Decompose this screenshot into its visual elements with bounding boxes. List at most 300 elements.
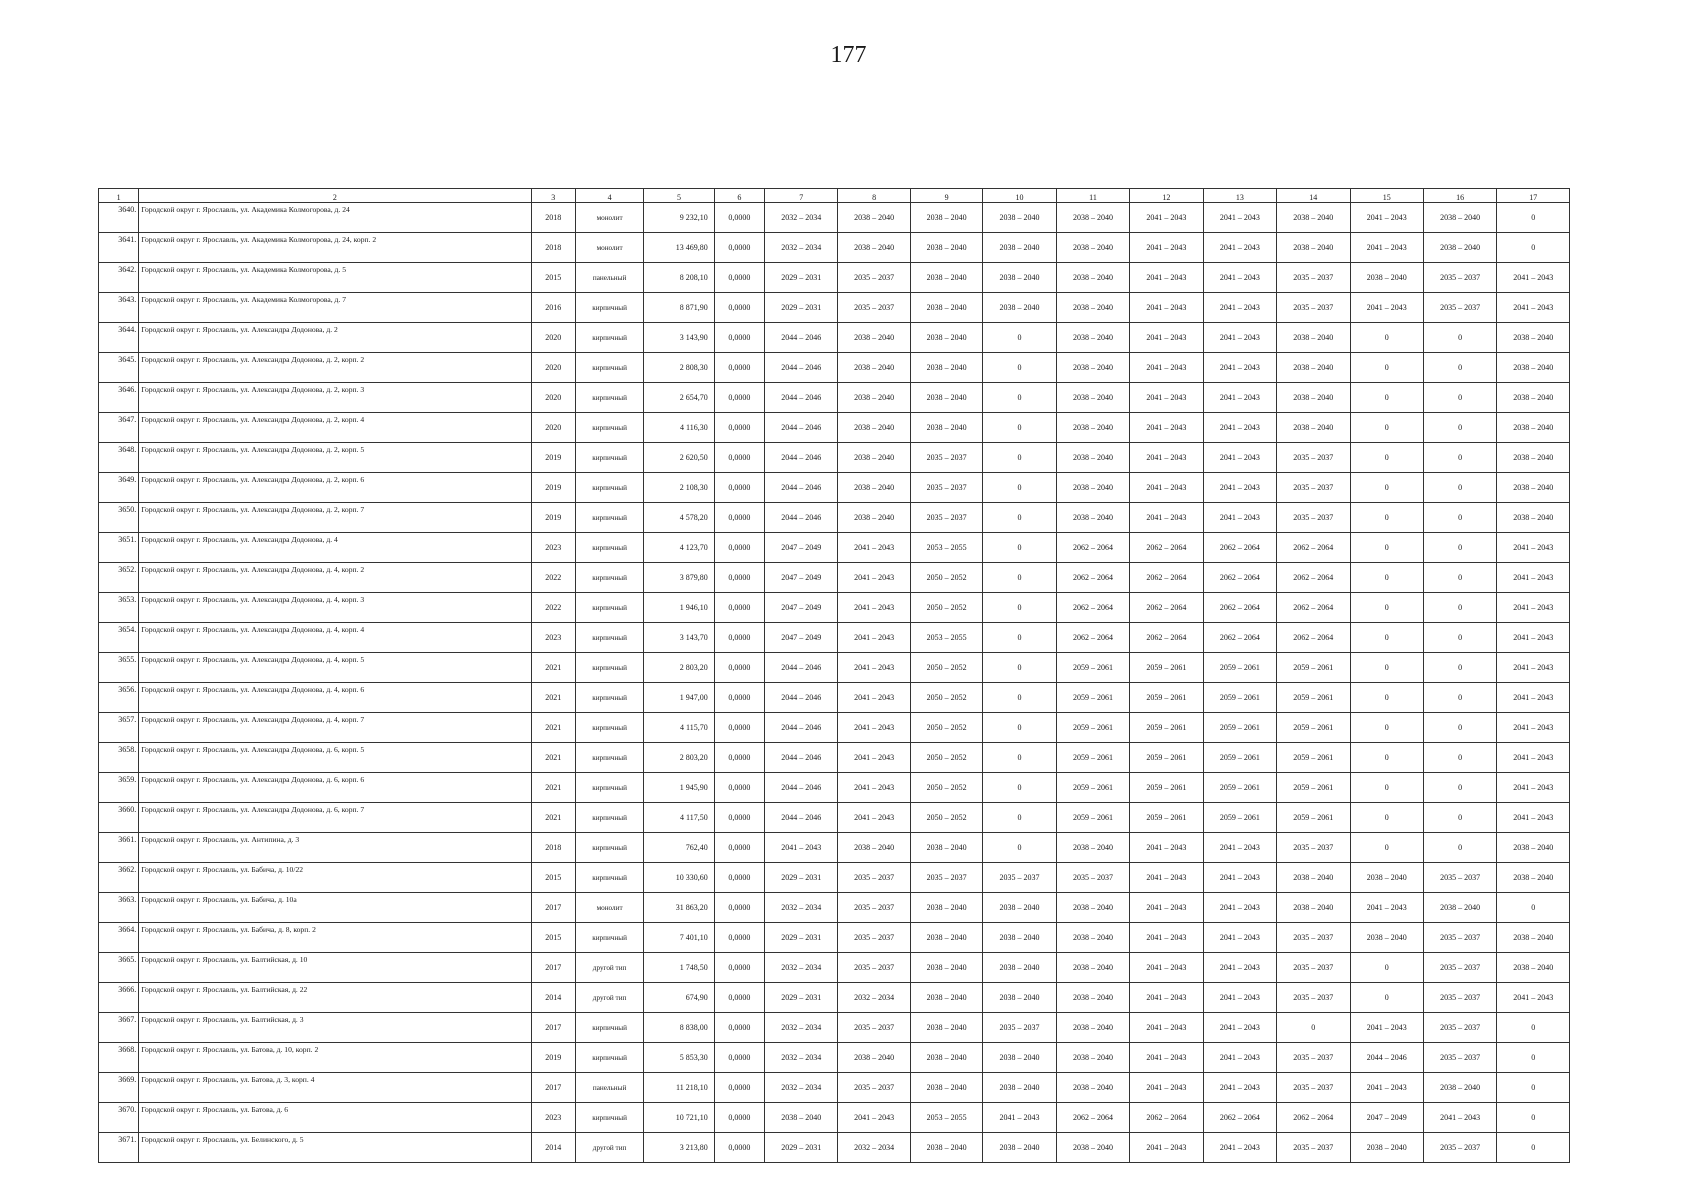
table-cell: Городской округ г. Ярославль, ул. Александра Додонова, д. 4, корп. 5 — [139, 653, 531, 683]
table-cell: 2032 – 2034 — [765, 203, 838, 233]
table-cell: 2038 – 2040 — [910, 833, 982, 863]
table-cell: 0,0000 — [714, 233, 764, 263]
table-cell: 3650. — [99, 503, 139, 533]
table-row — [99, 923, 1570, 953]
table-cell: 2032 – 2034 — [838, 1133, 910, 1163]
table-cell: 0,0000 — [714, 953, 764, 983]
table-row — [99, 323, 1570, 353]
table-row — [99, 263, 1570, 293]
table-cell: 2041 – 2043 — [1203, 383, 1276, 413]
table-cell: 2017 — [531, 893, 575, 923]
table-cell: 2047 – 2049 — [765, 563, 838, 593]
table-cell: 2023 — [531, 623, 575, 653]
table-cell: 2041 – 2043 — [1130, 953, 1203, 983]
table-cell: 2018 — [531, 203, 575, 233]
table-cell: Городской округ г. Ярославль, ул. Александра Додонова, д. 6, корп. 7 — [139, 803, 531, 833]
table-cell: 2041 – 2043 — [1497, 293, 1570, 323]
table-row — [99, 683, 1570, 713]
table-cell: 2041 – 2043 — [1130, 473, 1203, 503]
table-cell: 2050 – 2052 — [910, 773, 982, 803]
table-cell: 2035 – 2037 — [1423, 1043, 1496, 1073]
table-row — [99, 353, 1570, 383]
table-cell: 2041 – 2043 — [1130, 1073, 1203, 1103]
table-cell: кирпичный — [575, 623, 643, 653]
table-cell: 0 — [1423, 323, 1496, 353]
table-row — [99, 1013, 1570, 1043]
table-cell: 0 — [983, 773, 1056, 803]
table-cell: Городской округ г. Ярославль, ул. Александра Додонова, д. 2, корп. 6 — [139, 473, 531, 503]
table-cell: 3649. — [99, 473, 139, 503]
table-cell: 2041 – 2043 — [1203, 323, 1276, 353]
table-cell: 2041 – 2043 — [1203, 863, 1276, 893]
table-cell: 2041 – 2043 — [838, 713, 910, 743]
table-cell: панельный — [575, 263, 643, 293]
table-cell: 2047 – 2049 — [765, 533, 838, 563]
table-cell: 2035 – 2037 — [1277, 833, 1350, 863]
table-cell: 0 — [983, 563, 1056, 593]
table-cell: 9 232,10 — [644, 203, 714, 233]
column-header: 10 — [983, 189, 1056, 203]
table-cell: 2044 – 2046 — [765, 383, 838, 413]
table-cell: 0,0000 — [714, 1043, 764, 1073]
column-header: 12 — [1130, 189, 1203, 203]
table-cell: 0 — [1350, 623, 1423, 653]
table-cell: 2029 – 2031 — [765, 293, 838, 323]
table-row — [99, 953, 1570, 983]
table-cell: 4 117,50 — [644, 803, 714, 833]
table-cell: 2035 – 2037 — [1423, 923, 1496, 953]
table-cell: 2059 – 2061 — [1203, 743, 1276, 773]
table-cell: 0,0000 — [714, 503, 764, 533]
table-cell: 2041 – 2043 — [1497, 593, 1570, 623]
table-cell: 2041 – 2043 — [983, 1103, 1056, 1133]
table-cell: 2038 – 2040 — [910, 923, 982, 953]
header-row — [99, 189, 1570, 203]
table-cell: 2041 – 2043 — [1203, 953, 1276, 983]
table-cell: 2038 – 2040 — [838, 473, 910, 503]
table-cell: 1 947,00 — [644, 683, 714, 713]
table-cell: 2035 – 2037 — [910, 473, 982, 503]
column-header: 16 — [1423, 189, 1496, 203]
table-cell: 0 — [1497, 1073, 1570, 1103]
table-cell: 2050 – 2052 — [910, 653, 982, 683]
table-cell: 2041 – 2043 — [1130, 503, 1203, 533]
table-cell: Городской округ г. Ярославль, ул. Александра Додонова, д. 6, корп. 6 — [139, 773, 531, 803]
page-number: 177 — [830, 42, 867, 68]
table-row — [99, 833, 1570, 863]
table-cell: 2059 – 2061 — [1130, 653, 1203, 683]
table-cell: 0,0000 — [714, 833, 764, 863]
table-cell: 5 853,30 — [644, 1043, 714, 1073]
table-cell: 3641. — [99, 233, 139, 263]
table-cell: 2041 – 2043 — [1497, 533, 1570, 563]
table-cell: 4 123,70 — [644, 533, 714, 563]
table-cell: Городской округ г. Ярославль, ул. Академика Колмогорова, д. 24 — [139, 203, 531, 233]
table-cell: 2050 – 2052 — [910, 743, 982, 773]
table-cell: 0 — [1350, 743, 1423, 773]
table-cell: кирпичный — [575, 683, 643, 713]
table-cell: 2035 – 2037 — [1056, 863, 1129, 893]
table-cell: 2029 – 2031 — [765, 923, 838, 953]
table-cell: 2038 – 2040 — [1056, 1043, 1129, 1073]
table-cell: 0,0000 — [714, 923, 764, 953]
table-cell: 2038 – 2040 — [1056, 923, 1129, 953]
table-cell: 2038 – 2040 — [1056, 983, 1129, 1013]
table-cell: 2035 – 2037 — [838, 863, 910, 893]
table-cell: 0,0000 — [714, 743, 764, 773]
table-cell: 2062 – 2064 — [1056, 593, 1129, 623]
table-cell: 2041 – 2043 — [1203, 983, 1276, 1013]
table-cell: 2062 – 2064 — [1277, 563, 1350, 593]
table-cell: 8 838,00 — [644, 1013, 714, 1043]
table-cell: 2041 – 2043 — [1497, 263, 1570, 293]
table-row — [99, 293, 1570, 323]
table-cell: 3658. — [99, 743, 139, 773]
table-cell: 2035 – 2037 — [838, 1073, 910, 1103]
table-cell: 2038 – 2040 — [838, 413, 910, 443]
table-cell: кирпичный — [575, 713, 643, 743]
table-cell: 0 — [1423, 623, 1496, 653]
table-cell: 0 — [1350, 563, 1423, 593]
table-cell: 2 108,30 — [644, 473, 714, 503]
table-cell: Городской округ г. Ярославль, ул. Александра Додонова, д. 4, корп. 2 — [139, 563, 531, 593]
table-cell: 2041 – 2043 — [1203, 1133, 1276, 1163]
table-cell: 2035 – 2037 — [1277, 1043, 1350, 1073]
table-cell: 2059 – 2061 — [1056, 803, 1129, 833]
table-cell: 2059 – 2061 — [1056, 683, 1129, 713]
table-cell: 2038 – 2040 — [1423, 233, 1496, 263]
table-cell: 2062 – 2064 — [1130, 533, 1203, 563]
table-cell: 2038 – 2040 — [1056, 473, 1129, 503]
table-row — [99, 503, 1570, 533]
table-cell: 0 — [1350, 983, 1423, 1013]
column-header: 17 — [1497, 189, 1570, 203]
table-cell: 2050 – 2052 — [910, 563, 982, 593]
table-cell: Городской округ г. Ярославль, ул. Александра Додонова, д. 2 — [139, 323, 531, 353]
table-cell: 0,0000 — [714, 1073, 764, 1103]
table-cell: 1 946,10 — [644, 593, 714, 623]
table-cell: 2059 – 2061 — [1203, 803, 1276, 833]
table-cell: кирпичный — [575, 1043, 643, 1073]
table-cell: 3642. — [99, 263, 139, 293]
table-cell: 3 213,80 — [644, 1133, 714, 1163]
table-cell: 2038 – 2040 — [1056, 1073, 1129, 1103]
table-cell: Городской округ г. Ярославль, ул. Александра Додонова, д. 2, корп. 2 — [139, 353, 531, 383]
table-cell: 2050 – 2052 — [910, 713, 982, 743]
table-cell: Городской округ г. Ярославль, ул. Александра Додонова, д. 6, корп. 5 — [139, 743, 531, 773]
table-cell: 2041 – 2043 — [1203, 413, 1276, 443]
table-cell: 2038 – 2040 — [910, 1043, 982, 1073]
table-cell: 2038 – 2040 — [1497, 383, 1570, 413]
table-cell: Городской округ г. Ярославль, ул. Академика Колмогорова, д. 5 — [139, 263, 531, 293]
table-cell: 2041 – 2043 — [1497, 743, 1570, 773]
table-cell: кирпичный — [575, 833, 643, 863]
table-cell: 2035 – 2037 — [983, 863, 1056, 893]
table-cell: 2014 — [531, 1133, 575, 1163]
table-cell: 0 — [1423, 773, 1496, 803]
table-cell: 2059 – 2061 — [1203, 713, 1276, 743]
table-cell: 2062 – 2064 — [1130, 623, 1203, 653]
table-cell: 2053 – 2055 — [910, 1103, 982, 1133]
table-cell: 2020 — [531, 353, 575, 383]
table-cell: 4 116,30 — [644, 413, 714, 443]
table-cell: 0 — [983, 503, 1056, 533]
table-cell: 0 — [983, 743, 1056, 773]
column-header: 8 — [838, 189, 910, 203]
table-cell: 0,0000 — [714, 353, 764, 383]
table-cell: кирпичный — [575, 293, 643, 323]
table-cell: 2047 – 2049 — [765, 593, 838, 623]
table-cell: кирпичный — [575, 443, 643, 473]
table-cell: 2038 – 2040 — [1497, 503, 1570, 533]
table-cell: 0 — [1350, 473, 1423, 503]
table-cell: 2038 – 2040 — [1056, 953, 1129, 983]
table-cell: 2038 – 2040 — [838, 1043, 910, 1073]
table-cell: 4 578,20 — [644, 503, 714, 533]
table-cell: 0,0000 — [714, 383, 764, 413]
table-cell: 0 — [1350, 953, 1423, 983]
table-cell: 2038 – 2040 — [1497, 443, 1570, 473]
table-cell: 2035 – 2037 — [1277, 983, 1350, 1013]
table-cell: 2035 – 2037 — [1277, 1073, 1350, 1103]
table-cell: 3666. — [99, 983, 139, 1013]
table-cell: 3662. — [99, 863, 139, 893]
table-cell: 2035 – 2037 — [838, 923, 910, 953]
table-cell: 2050 – 2052 — [910, 593, 982, 623]
table-cell: 2044 – 2046 — [765, 413, 838, 443]
table-cell: 2038 – 2040 — [1350, 923, 1423, 953]
table-cell: 2021 — [531, 803, 575, 833]
table-cell: 2041 – 2043 — [1497, 713, 1570, 743]
table-row — [99, 203, 1570, 233]
table-cell: 0 — [1497, 1043, 1570, 1073]
table-row — [99, 1073, 1570, 1103]
table-cell: 2059 – 2061 — [1277, 803, 1350, 833]
table-cell: Городской округ г. Ярославль, ул. Бабича, д. 8, корп. 2 — [139, 923, 531, 953]
table-cell: 2038 – 2040 — [838, 203, 910, 233]
table-row — [99, 563, 1570, 593]
table-cell: 2038 – 2040 — [1497, 353, 1570, 383]
table-row — [99, 623, 1570, 653]
table-cell: 0 — [1350, 773, 1423, 803]
table-cell: 2041 – 2043 — [838, 623, 910, 653]
table-cell: 2041 – 2043 — [1350, 1073, 1423, 1103]
table-cell: 2035 – 2037 — [1423, 863, 1496, 893]
table-cell: 0,0000 — [714, 593, 764, 623]
table-cell: 3644. — [99, 323, 139, 353]
table-cell: 10 330,60 — [644, 863, 714, 893]
table-cell: 2019 — [531, 443, 575, 473]
table-cell: 3668. — [99, 1043, 139, 1073]
table-cell: 2062 – 2064 — [1056, 1103, 1129, 1133]
table-row — [99, 743, 1570, 773]
table-cell: Городской округ г. Ярославль, ул. Александра Додонова, д. 4, корп. 4 — [139, 623, 531, 653]
table-cell: 2038 – 2040 — [1350, 863, 1423, 893]
table-cell: 2038 – 2040 — [910, 353, 982, 383]
table-cell: 2032 – 2034 — [765, 953, 838, 983]
table-cell: 2041 – 2043 — [1130, 383, 1203, 413]
table-cell: 2041 – 2043 — [1130, 863, 1203, 893]
table-cell: 2 654,70 — [644, 383, 714, 413]
table-cell: 0,0000 — [714, 1103, 764, 1133]
table-row — [99, 893, 1570, 923]
table-cell: 2038 – 2040 — [983, 1043, 1056, 1073]
table-cell: 2062 – 2064 — [1056, 563, 1129, 593]
table-cell: 2038 – 2040 — [1277, 383, 1350, 413]
column-header: 4 — [575, 189, 643, 203]
table-cell: 2041 – 2043 — [838, 683, 910, 713]
table-cell: 2038 – 2040 — [1497, 473, 1570, 503]
table-cell: 3669. — [99, 1073, 139, 1103]
table-cell: 2038 – 2040 — [983, 983, 1056, 1013]
table-cell: 2017 — [531, 1013, 575, 1043]
table-row — [99, 713, 1570, 743]
table-cell: 2062 – 2064 — [1277, 1103, 1350, 1133]
table-cell: 2041 – 2043 — [1130, 443, 1203, 473]
table-cell: 0 — [1423, 503, 1496, 533]
table-cell: 2038 – 2040 — [1056, 833, 1129, 863]
table-cell: 2047 – 2049 — [765, 623, 838, 653]
table-cell: 2041 – 2043 — [1203, 353, 1276, 383]
table-cell: 0 — [1350, 653, 1423, 683]
table-cell: 2029 – 2031 — [765, 983, 838, 1013]
table-cell: кирпичный — [575, 323, 643, 353]
table-cell: 2035 – 2037 — [838, 893, 910, 923]
table-cell: Городской округ г. Ярославль, ул. Батова, д. 6 — [139, 1103, 531, 1133]
table-cell: 2029 – 2031 — [765, 1133, 838, 1163]
table-cell: Городской округ г. Ярославль, ул. Бабича, д. 10а — [139, 893, 531, 923]
table-cell: 2038 – 2040 — [1497, 833, 1570, 863]
table-cell: Городской округ г. Ярославль, ул. Бабича, д. 10/22 — [139, 863, 531, 893]
table-cell: 0,0000 — [714, 293, 764, 323]
table-cell: 2038 – 2040 — [1277, 203, 1350, 233]
table-cell: 2041 – 2043 — [1130, 1133, 1203, 1163]
table-cell: 2041 – 2043 — [1203, 1013, 1276, 1043]
table-row — [99, 983, 1570, 1013]
table-cell: 0,0000 — [714, 203, 764, 233]
table-cell: монолит — [575, 233, 643, 263]
table-cell: 2038 – 2040 — [838, 233, 910, 263]
table-cell: 1 748,50 — [644, 953, 714, 983]
table-cell: 2021 — [531, 713, 575, 743]
table-row — [99, 773, 1570, 803]
table-cell: 0,0000 — [714, 1013, 764, 1043]
table-cell: 2041 – 2043 — [1423, 1103, 1496, 1133]
table-cell: 2041 – 2043 — [1130, 353, 1203, 383]
table-cell: 2038 – 2040 — [838, 383, 910, 413]
table-cell: 2041 – 2043 — [1497, 623, 1570, 653]
table-cell: кирпичный — [575, 593, 643, 623]
table-cell: 2041 – 2043 — [1497, 563, 1570, 593]
table-cell: 2038 – 2040 — [1277, 323, 1350, 353]
table-cell: 2038 – 2040 — [838, 833, 910, 863]
table-cell: 2041 – 2043 — [765, 833, 838, 863]
table-cell: кирпичный — [575, 863, 643, 893]
table-cell: 11 218,10 — [644, 1073, 714, 1103]
table-cell: 2038 – 2040 — [1497, 413, 1570, 443]
table-cell: 2044 – 2046 — [765, 743, 838, 773]
table-cell: кирпичный — [575, 923, 643, 953]
table-cell: 2062 – 2064 — [1203, 533, 1276, 563]
table-cell: 0 — [983, 653, 1056, 683]
table-cell: 0 — [1423, 533, 1496, 563]
table-cell: 2021 — [531, 683, 575, 713]
table-cell: 2041 – 2043 — [1350, 203, 1423, 233]
table-cell: Городской округ г. Ярославль, ул. Антипина, д. 3 — [139, 833, 531, 863]
table-cell: 0 — [1497, 203, 1570, 233]
table-cell: 2038 – 2040 — [838, 503, 910, 533]
table-cell: 0 — [1350, 383, 1423, 413]
table-cell: 2038 – 2040 — [983, 263, 1056, 293]
table-cell: 2035 – 2037 — [838, 1013, 910, 1043]
table-cell: 2038 – 2040 — [1056, 1133, 1129, 1163]
table-cell: 0,0000 — [714, 533, 764, 563]
table-row — [99, 233, 1570, 263]
table-cell: Городской округ г. Ярославль, ул. Александра Додонова, д. 4, корп. 7 — [139, 713, 531, 743]
table-cell: другой тип — [575, 1133, 643, 1163]
table-cell: 2041 – 2043 — [838, 743, 910, 773]
table-cell: 2041 – 2043 — [838, 653, 910, 683]
table-cell: 2035 – 2037 — [1277, 953, 1350, 983]
table-cell: 2038 – 2040 — [1056, 263, 1129, 293]
table-cell: 3655. — [99, 653, 139, 683]
table-cell: 2041 – 2043 — [1130, 203, 1203, 233]
table-cell: 2041 – 2043 — [1203, 263, 1276, 293]
table-cell: 2041 – 2043 — [1130, 893, 1203, 923]
table-cell: 0,0000 — [714, 443, 764, 473]
table-row — [99, 533, 1570, 563]
table-cell: 2038 – 2040 — [910, 1073, 982, 1103]
table-cell: 2035 – 2037 — [838, 263, 910, 293]
table-cell: 2038 – 2040 — [983, 923, 1056, 953]
table-cell: Городской округ г. Ярославль, ул. Батова, д. 3, корп. 4 — [139, 1073, 531, 1103]
table-cell: 2059 – 2061 — [1277, 743, 1350, 773]
table-cell: 2015 — [531, 863, 575, 893]
table-cell: 2041 – 2043 — [838, 563, 910, 593]
table-cell: 2017 — [531, 953, 575, 983]
table-cell: 13 469,80 — [644, 233, 714, 263]
table-cell: 3 143,90 — [644, 323, 714, 353]
table-cell: кирпичный — [575, 803, 643, 833]
table-cell: Городской округ г. Ярославль, ул. Балтийская, д. 22 — [139, 983, 531, 1013]
table-cell: 2038 – 2040 — [1423, 203, 1496, 233]
table-cell: 2032 – 2034 — [765, 1013, 838, 1043]
table-cell: 0 — [1497, 233, 1570, 263]
table-cell: 2032 – 2034 — [765, 1073, 838, 1103]
table-cell: 2041 – 2043 — [1350, 1013, 1423, 1043]
table-cell: 0,0000 — [714, 983, 764, 1013]
table-cell: 3665. — [99, 953, 139, 983]
table-cell: 0 — [983, 713, 1056, 743]
table-cell: 8 208,10 — [644, 263, 714, 293]
table-cell: Городской округ г. Ярославль, ул. Александра Додонова, д. 4, корп. 3 — [139, 593, 531, 623]
table-cell: 0 — [1350, 683, 1423, 713]
table-row — [99, 863, 1570, 893]
table-cell: 8 871,90 — [644, 293, 714, 323]
table-cell: 2038 – 2040 — [983, 953, 1056, 983]
table-cell: 3643. — [99, 293, 139, 323]
table-cell: 0 — [1350, 443, 1423, 473]
table-cell: 2038 – 2040 — [1056, 443, 1129, 473]
table-cell: 0 — [1350, 713, 1423, 743]
table-cell: 10 721,10 — [644, 1103, 714, 1133]
table-cell: 0 — [1497, 1013, 1570, 1043]
table-cell: 2038 – 2040 — [983, 233, 1056, 263]
table-cell: 2044 – 2046 — [765, 803, 838, 833]
table-cell: 2041 – 2043 — [1203, 503, 1276, 533]
table-cell: 2038 – 2040 — [1277, 233, 1350, 263]
table-cell: 2022 — [531, 563, 575, 593]
